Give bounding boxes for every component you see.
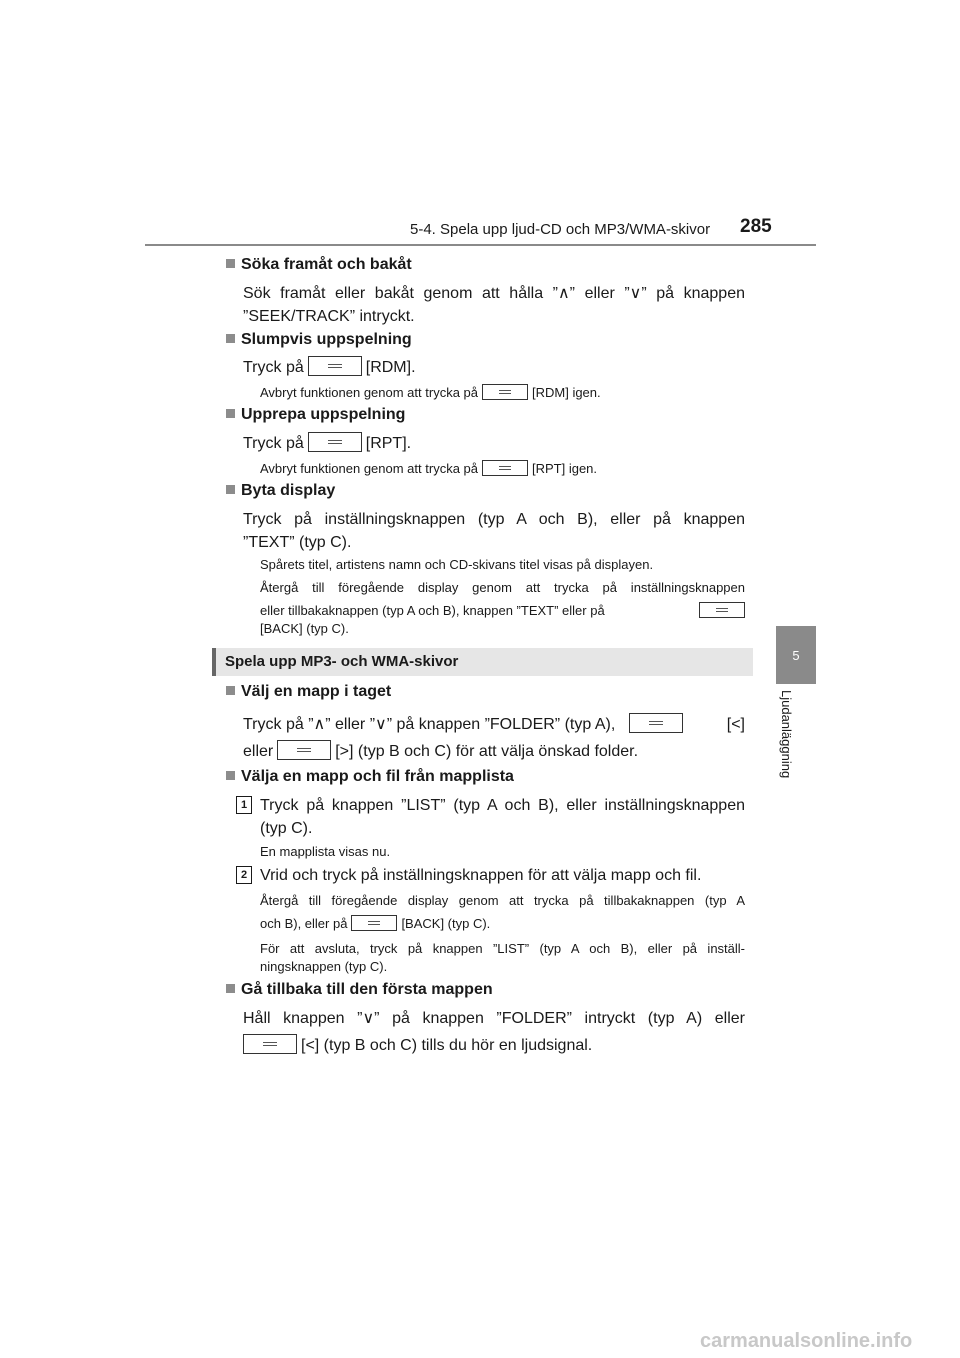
button-icon <box>243 1034 297 1054</box>
random-instruction: Tryck på [RDM]. <box>243 356 745 379</box>
button-icon <box>629 713 683 733</box>
step2-text: Vrid och tryck på inställningsknappen för att välja mapp och fil. <box>260 867 702 884</box>
button-icon <box>308 356 362 376</box>
heading-square-icon <box>226 409 235 418</box>
back-heading: Gå tillbaka till den första mappen <box>226 981 493 999</box>
chapter-label: Ljudanläggning <box>779 690 794 779</box>
section-title-bar: Spela upp MP3- och WMA-skivor <box>212 648 753 676</box>
running-header-title: 5-4. Spela upp ljud-CD och MP3/WMA-skivor <box>410 221 711 238</box>
heading-square-icon <box>226 334 235 343</box>
folder-line1: Tryck på ”∧” eller ”∨” på knappen ”FOLDER” (typ A), [<] <box>243 713 745 736</box>
header-rule <box>145 244 816 246</box>
step2-note1-line1: Återgå till föregående display genom att trycka på tillbakaknappen (typ A <box>260 893 745 908</box>
display-note2-line1: Återgå till föregående display genom att trycka på inställningsknappen <box>260 580 745 595</box>
list-heading: Välja en mapp och fil från mapplista <box>226 768 514 786</box>
repeat-note: Avbryt funktionen genom att trycka på [RPT] igen. <box>260 461 598 476</box>
folder-line2: eller [>] (typ B och C) för att välja önskad folder. <box>243 740 745 763</box>
step2-note2-line2: ningsknappen (typ C). <box>260 959 388 974</box>
display-line1: Tryck på inställningsknappen (typ A och B), eller på knappen <box>243 511 745 528</box>
back-line2: [<] (typ B och C) tills du hör en ljudsignal. <box>243 1034 745 1057</box>
folder-heading: Välj en mapp i taget <box>226 683 391 701</box>
page-number: 285 <box>740 216 772 237</box>
step-number-2: 2 <box>236 866 252 884</box>
button-icon <box>482 384 528 400</box>
random-heading: Slumpvis uppspelning <box>226 331 412 349</box>
step1-line2: (typ C). <box>260 820 313 837</box>
seek-heading: Söka framåt och bakåt <box>226 256 412 274</box>
step2-note1-line2: och B), eller på [BACK] (typ C). <box>260 916 491 931</box>
display-note2-line3: [BACK] (typ C). <box>260 621 349 636</box>
watermark: carmanualsonline.info <box>700 1330 913 1352</box>
random-note: Avbryt funktionen genom att trycka på [RDM] igen. <box>260 385 601 400</box>
button-icon <box>277 740 331 760</box>
heading-square-icon <box>226 686 235 695</box>
display-line2: ”TEXT” (typ C). <box>243 534 352 551</box>
display-note1: Spårets titel, artistens namn och CD-skivans titel visas på displayen. <box>260 557 654 572</box>
button-icon <box>482 460 528 476</box>
step2-note2-line1: För att avsluta, tryck på knappen ”LIST” (typ A och B), eller på inställ- <box>260 941 745 956</box>
button-icon <box>699 602 745 618</box>
heading-square-icon <box>226 771 235 780</box>
step-number-1: 1 <box>236 796 252 814</box>
seek-line2: ”SEEK/TRACK” intryckt. <box>243 308 415 325</box>
heading-square-icon <box>226 485 235 494</box>
seek-line1: Sök framåt eller bakåt genom att hålla ”∧” eller ”∨” på knappen <box>243 285 745 302</box>
display-note2-line2: eller tillbakaknappen (typ A och B), knappen ”TEXT” eller på <box>260 602 745 619</box>
button-icon <box>351 915 397 931</box>
heading-square-icon <box>226 984 235 993</box>
step1-note: En mapplista visas nu. <box>260 844 391 859</box>
chapter-tab <box>776 626 816 684</box>
heading-square-icon <box>226 259 235 268</box>
step1-line1: Tryck på knappen ”LIST” (typ A och B), eller inställningsknappen <box>260 797 745 814</box>
repeat-instruction: Tryck på [RPT]. <box>243 432 745 455</box>
repeat-heading: Upprepa uppspelning <box>226 406 405 424</box>
chapter-number: 5 <box>792 648 800 663</box>
back-line1: Håll knappen ”∨” på knappen ”FOLDER” intryckt (typ A) eller <box>243 1010 745 1027</box>
display-heading: Byta display <box>226 482 335 500</box>
button-icon <box>308 432 362 452</box>
